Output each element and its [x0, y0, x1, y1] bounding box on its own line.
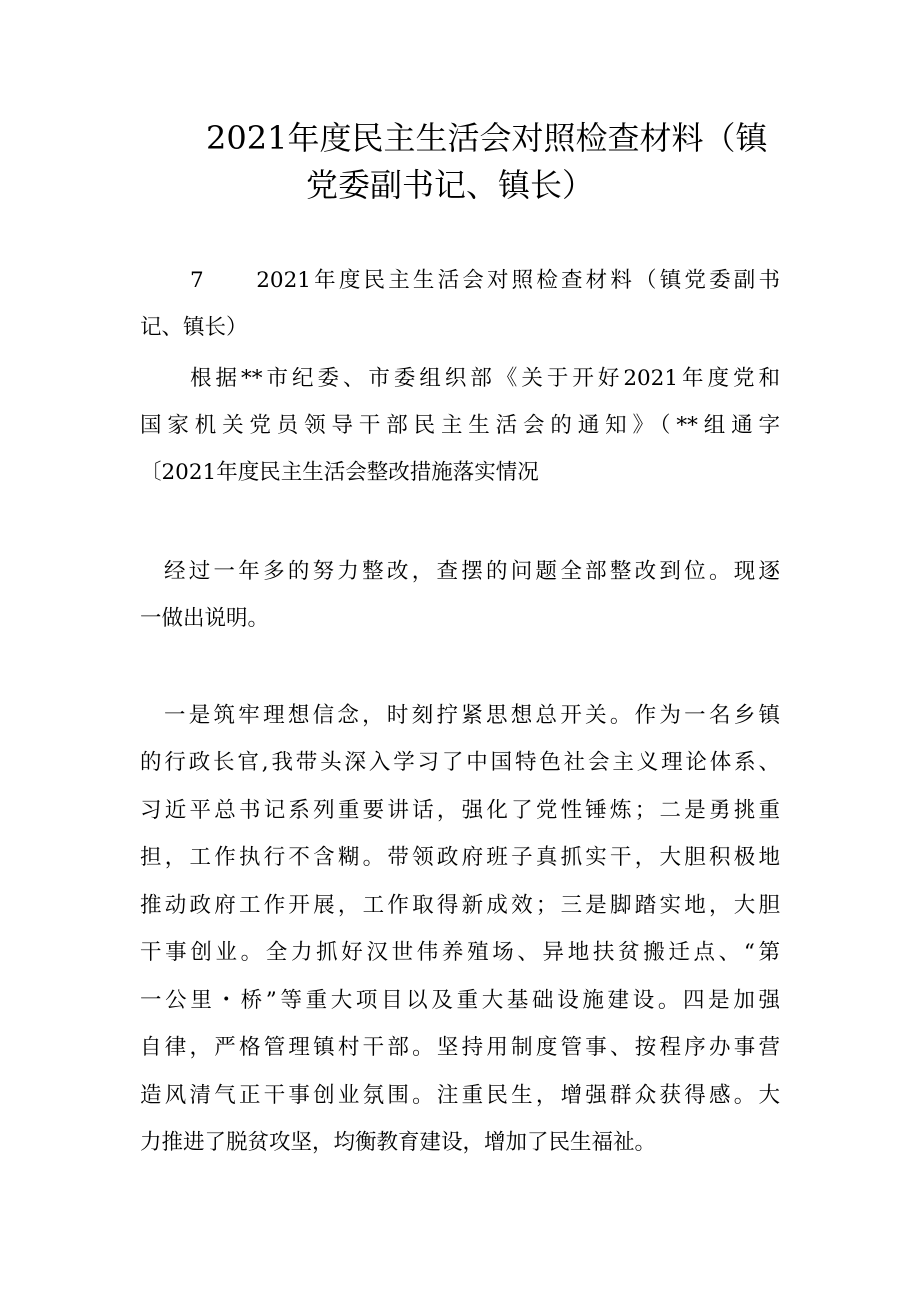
paragraph-line: 自律，严格管理镇村干部。坚持用制度管事、按程序办事营: [140, 1035, 780, 1060]
paragraph-line: 一做出说明。: [140, 606, 270, 631]
paragraph-line: 一是筑牢理想信念，时刻拧紧思想总开关。作为一名乡镇: [164, 703, 780, 728]
paragraph-line: 经过一年多的努力整改，查摆的问题全部整改到位。现逐: [164, 559, 780, 584]
paragraph-line: 记、镇长）: [140, 315, 248, 340]
title-line-1: 2021年度民主生活会对照检查材料（镇: [206, 119, 768, 157]
paragraph-line: 造风清气正干事创业氛围。注重民生，增强群众获得感。大: [140, 1083, 780, 1108]
paragraph-line: 干事创业。全力抓好汉世伟养殖场、异地扶贫搬迁点、“第: [140, 940, 780, 965]
paragraph-line: 推动政府工作开展，工作取得新成效；三是脚踏实地，大胆: [140, 893, 780, 918]
paragraph-line: 习近平总书记系列重要讲话，强化了党性锤炼；二是勇挑重: [140, 798, 780, 823]
paragraph-line: 一公里・桥”等重大项目以及重大基础设施建设。四是加强: [140, 988, 780, 1013]
paragraph-line: 力推进了脱贫攻坚，均衡教育建设，增加了民生福祉。: [140, 1130, 657, 1155]
paragraph-line: 根据**市纪委、市委组织部《关于开好2021年度党和: [190, 366, 780, 391]
paragraph-line: 〔2021年度民主生活会整改措施落实情况: [140, 460, 539, 485]
paragraph-line: 担，工作执行不含糊。带领政府班子真抓实干，大胆积极地: [140, 845, 780, 870]
title-line-2: 党委副书记、镇长）: [306, 166, 595, 204]
paragraph-line: 国家机关党员领导干部民主生活会的通知》（**组通字: [140, 413, 780, 438]
paragraph-line: 的行政长官,我带头深入学习了中国特色社会主义理论体系、: [140, 750, 780, 775]
paragraph-line: 7 2021年度民主生活会对照检查材料（镇党委副书: [190, 268, 780, 293]
